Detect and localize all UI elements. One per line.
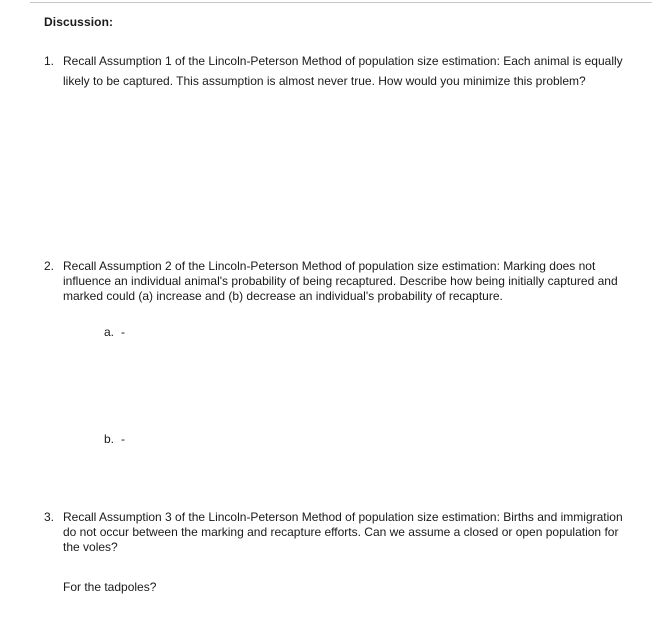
sub-item-letter: b. <box>104 432 115 446</box>
question-text: Recall Assumption 3 of the Lincoln-Peterson Method of population size estimation: Births and immigration do not occur between the marking and recapture efforts. Can we assume a closed or open population for the voles? <box>63 510 623 554</box>
question-text: Recall Assumption 2 of the Lincoln-Peterson Method of population size estimation: Marking does not influence an individual animal's probability of being recaptured. Describe how being initially captured and marked could (a) increase and (b) decrease an individual's probability of recapture. <box>63 259 618 303</box>
question-text: Recall Assumption 1 of the Lincoln-Peterson Method of population size estimation: Each animal is equally likely to be captured. This assumption is almost never true. How would you minimize this problem? <box>63 54 623 88</box>
question-number: 3. <box>44 510 55 524</box>
question-number: 1. <box>44 54 55 68</box>
sub-item-answer: - <box>121 325 125 339</box>
sub-item-answer: - <box>121 432 125 446</box>
follow-up-question: For the tadpoles? <box>63 580 157 594</box>
question-1 <box>44 51 624 91</box>
question-3 <box>44 510 624 555</box>
sub-item-letter: a. <box>104 325 115 339</box>
sub-item-b <box>104 432 125 446</box>
question-number: 2. <box>44 259 55 273</box>
section-heading: Discussion: <box>44 15 114 29</box>
sub-item-a <box>104 325 125 339</box>
top-divider <box>30 2 652 3</box>
question-2 <box>44 259 624 304</box>
